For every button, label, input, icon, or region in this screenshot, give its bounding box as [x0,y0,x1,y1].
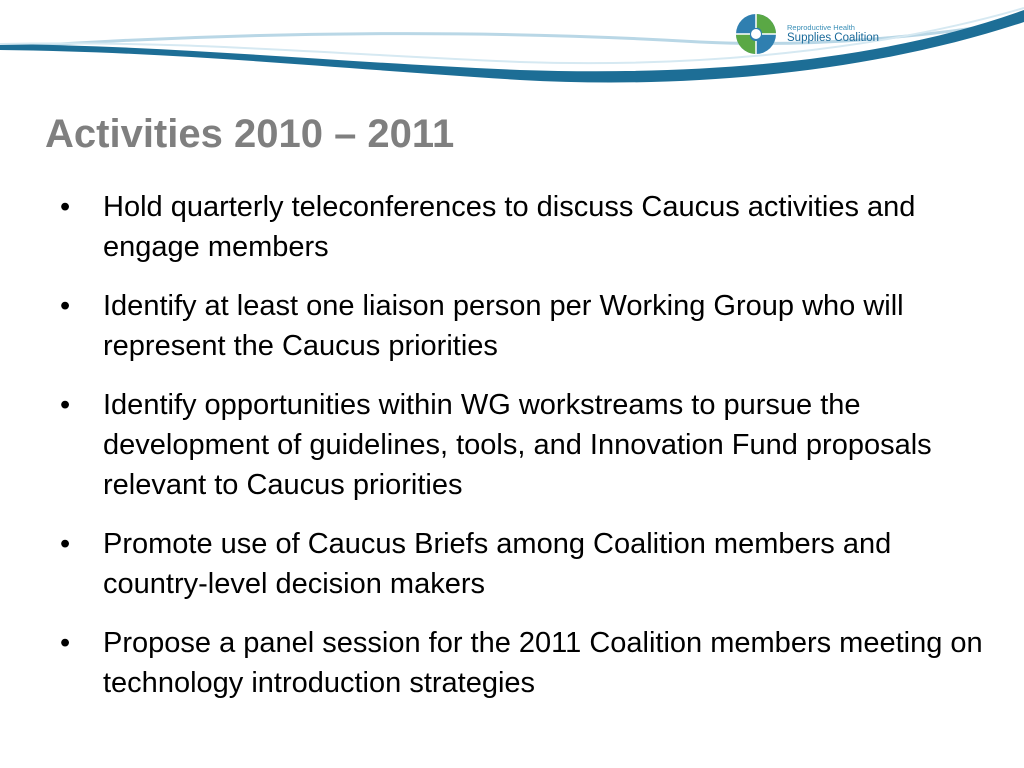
puzzle-globe-icon [735,13,777,55]
bullet-icon: • [60,290,71,322]
bullet-item [57,187,987,267]
bullet-text: Identify at least one liaison person per Working Group who will represent the Caucus priorities [103,290,904,362]
bullet-item [57,385,987,505]
bullet-icon: • [60,528,71,560]
bullet-text: Propose a panel session for the 2011 Coalition members meeting on technology introduction strategies [103,627,983,699]
bullet-text: Identify opportunities within WG workstreams to pursue the development of guidelines, tools, and Innovation Fund proposals relevant to Caucus priorities [103,389,932,501]
logo-wordmark [787,24,879,44]
logo-line1: Reproductive Health [787,23,855,33]
bullet-item [57,524,987,604]
bullet-icon: • [60,191,71,223]
bullet-icon: • [60,389,71,421]
coalition-logo [735,12,879,56]
bullet-icon: • [60,627,71,659]
logo-line2: Supplies Coalition [787,31,880,44]
bullet-item [57,623,987,703]
bullet-text: Promote use of Caucus Briefs among Coalition members and country-level decision makers [103,528,892,600]
bullet-list [57,187,987,722]
slide-title: Activities 2010 – 2011 [45,112,455,156]
bullet-item [57,286,987,366]
bullet-text: Hold quarterly teleconferences to discuss Caucus activities and engage members [103,191,916,263]
